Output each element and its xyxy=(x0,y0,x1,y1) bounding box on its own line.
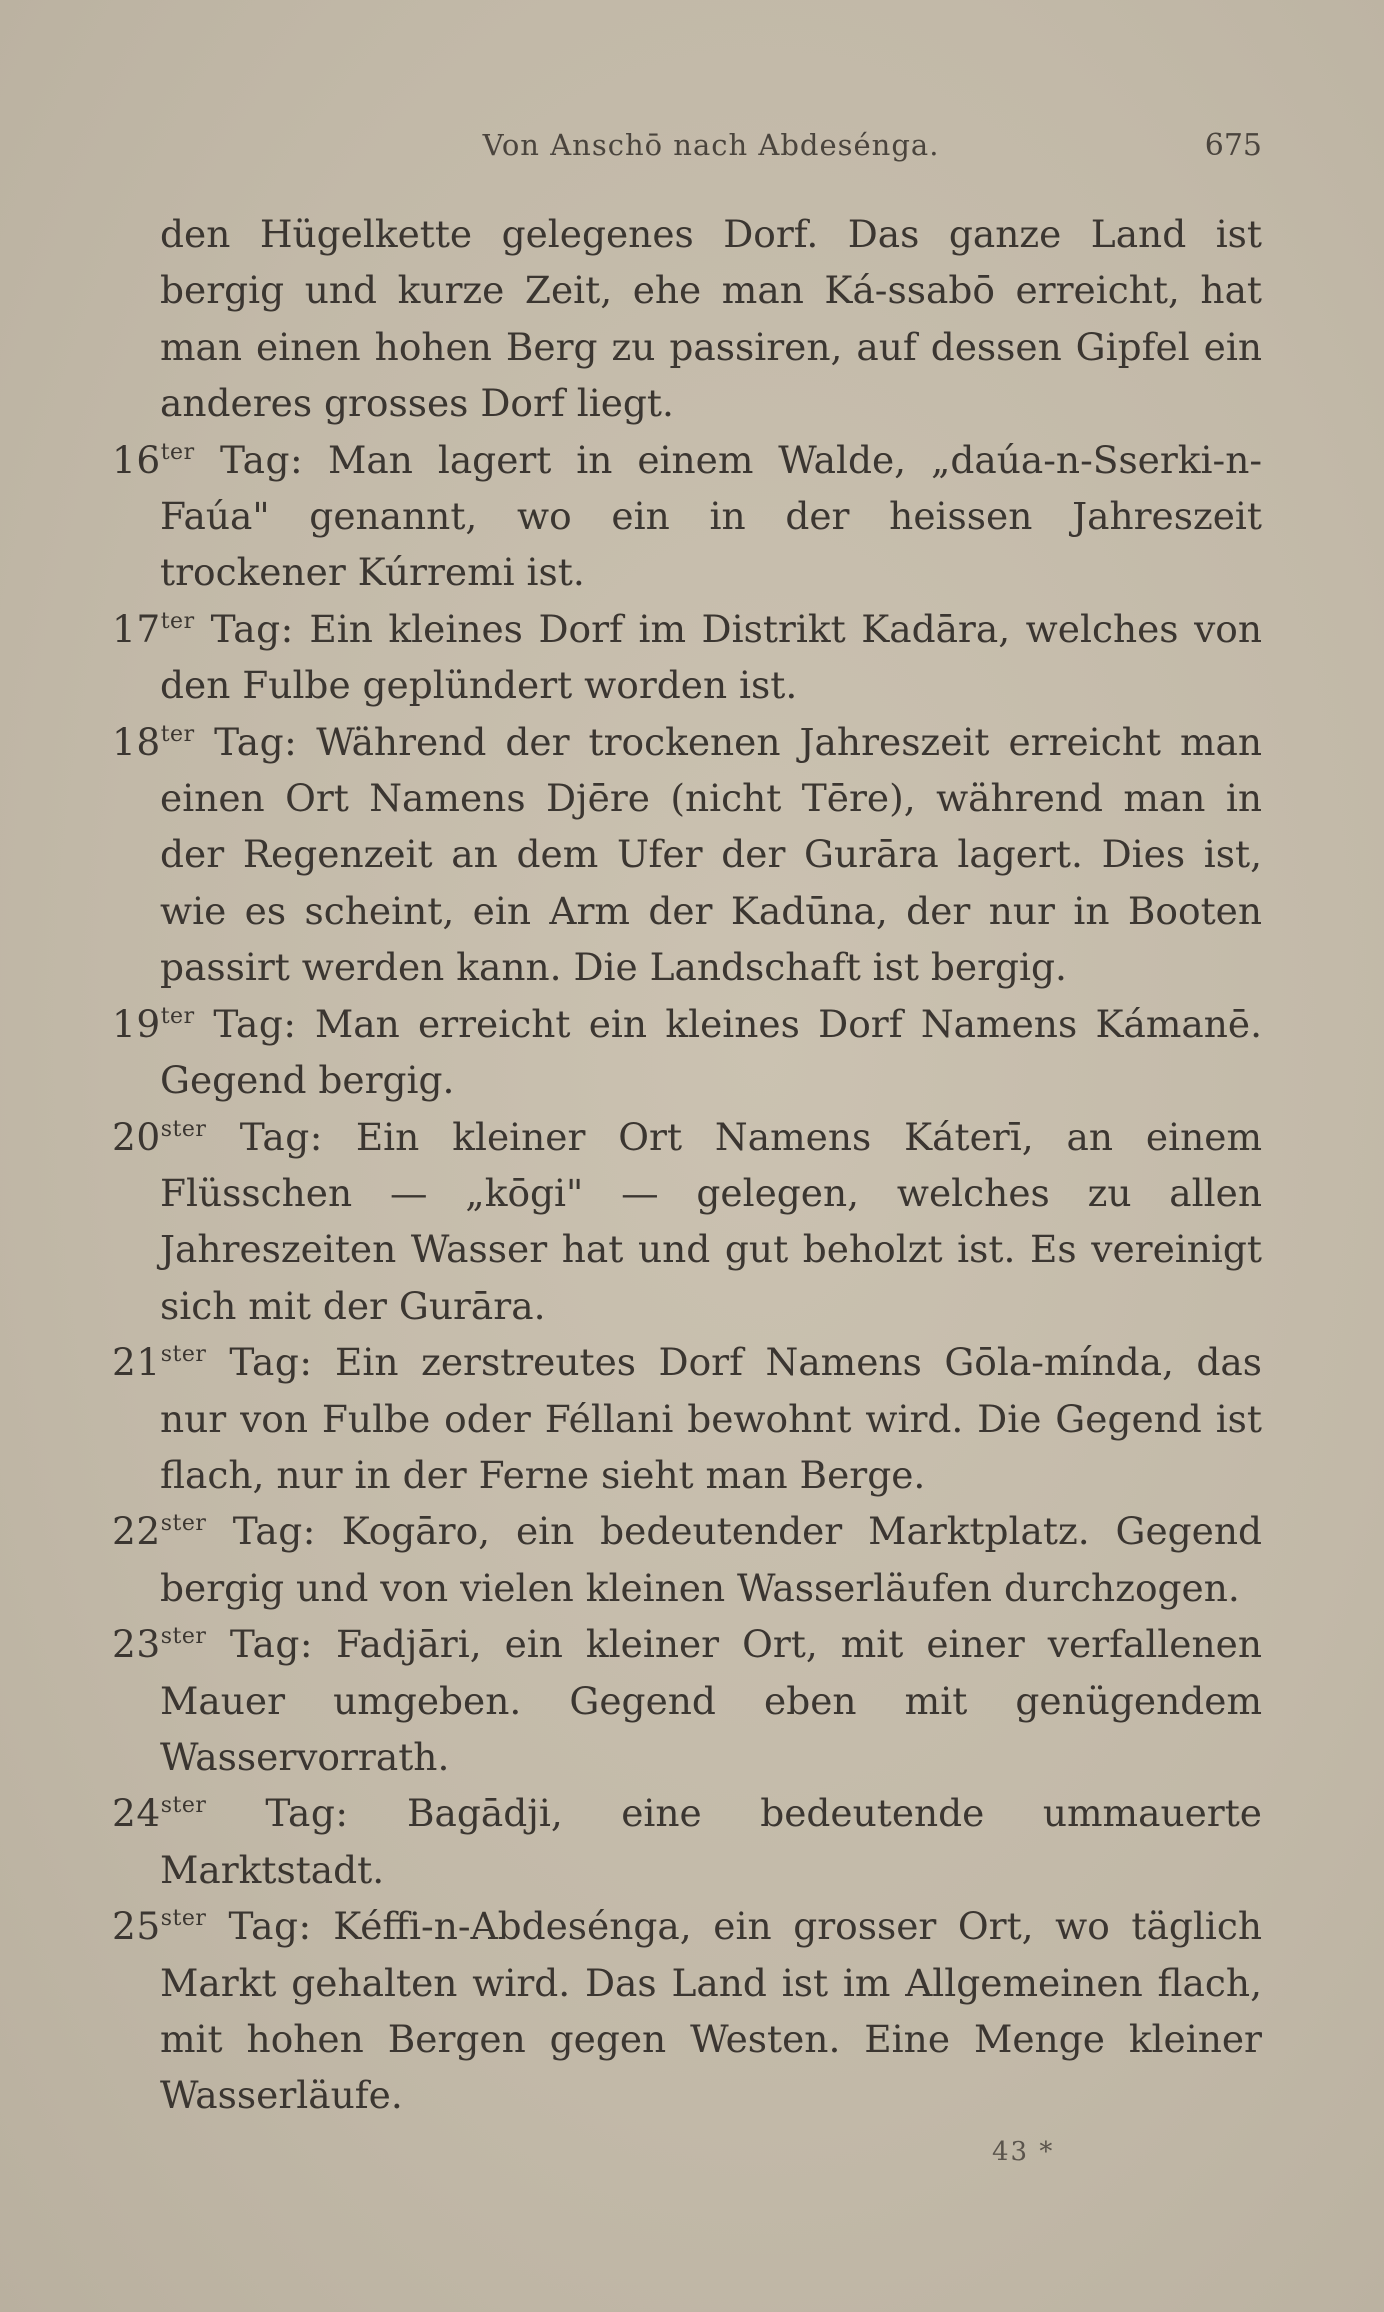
day-entry-17 xyxy=(112,601,1262,714)
day-label xyxy=(112,1509,316,1553)
day-entry-20 xyxy=(112,1109,1262,1335)
day-ordinal-suffix: ter xyxy=(160,721,195,747)
paragraph-text: den Hügelkette gelegenes Dorf. Das ganze Land ist bergig und kurze Zeit, ehe man Ká-ssabō erreicht, hat man einen hohen Berg zu passiren, auf dessen Gipfel ein anderes grosses Dorf liegt. xyxy=(160,212,1262,426)
day-tag: Tag: xyxy=(232,1509,316,1554)
day-tag: Tag: xyxy=(265,1791,349,1836)
day-text: Ein zerstreutes Dorf Namens Gōla-mínda, das nur von Fulbe oder Féllani bewohnt wird. Die Gegend ist flach, nur in der Ferne sieht man Berge. xyxy=(160,1340,1262,1497)
day-ordinal-suffix: ster xyxy=(160,1906,207,1932)
day-number: 16 xyxy=(112,437,161,482)
day-entry-19 xyxy=(112,996,1262,1109)
day-number: 21 xyxy=(112,1340,161,1385)
text-body xyxy=(112,206,1262,2124)
day-entry-25 xyxy=(112,1898,1262,2124)
day-text: Während der trockenen Jahreszeit erreicht man einen Ort Namens Djēre (nicht Tēre), während man in der Regenzeit an dem Ufer der Gurāra lagert. Dies ist, wie es scheint, ein Arm der Kadūna, der nur in Booten passirt werden kann. Die Landschaft ist bergig. xyxy=(160,719,1263,990)
printer-signature-mark: 43 * xyxy=(992,2137,1055,2167)
day-number: 24 xyxy=(112,1791,161,1836)
day-label xyxy=(112,1115,323,1159)
day-label xyxy=(112,1340,313,1384)
day-tag: Tag: xyxy=(229,1340,313,1385)
day-entry-22 xyxy=(112,1503,1262,1616)
day-entry-23 xyxy=(112,1616,1262,1785)
day-ordinal-suffix: ster xyxy=(160,1342,207,1368)
day-ordinal-suffix: ter xyxy=(160,608,195,634)
day-number: 20 xyxy=(112,1114,161,1159)
day-tag: Tag: xyxy=(210,606,294,651)
day-ordinal-suffix: ster xyxy=(160,1116,207,1142)
day-ordinal-suffix: ster xyxy=(160,1624,207,1650)
day-number: 23 xyxy=(112,1622,161,1667)
day-tag: Tag: xyxy=(213,1001,297,1046)
day-entry-21 xyxy=(112,1334,1262,1503)
day-ordinal-suffix: ter xyxy=(160,439,195,465)
day-tag: Tag: xyxy=(220,437,304,482)
day-tag: Tag: xyxy=(239,1114,323,1159)
day-entry-24 xyxy=(112,1785,1262,1898)
day-text: Kéffi-n-Abdesénga, ein grosser Ort, wo täglich Markt gehalten wird. Das Land ist im Allgemeinen flach, mit hohen Bergen gegen Westen. Eine Menge kleiner Wasserläufe. xyxy=(160,1904,1262,2118)
running-title: Von Anschō nach Abdesénga. xyxy=(482,128,940,162)
day-text: Ein kleiner Ort Namens Káterī, an einem Flüsschen — „kōgi" — gelegen, welches zu allen Jahreszeiten Wasser hat und gut beholzt ist. Es vereinigt sich mit der Gurāra. xyxy=(160,1114,1263,1328)
page-number: 675 xyxy=(1204,128,1262,163)
day-tag: Tag: xyxy=(214,719,298,764)
day-label xyxy=(112,1791,348,1835)
day-number: 19 xyxy=(112,1001,161,1046)
day-text: Man erreicht ein kleines Dorf Namens Kámanē. Gegend bergig. xyxy=(160,1001,1263,1103)
day-text: Ein kleines Dorf im Distrikt Kadāra, welches von den Fulbe geplündert worden ist. xyxy=(160,606,1263,708)
day-text: Fadjāri, ein kleiner Ort, mit einer verfallenen Mauer umgeben. Gegend eben mit genügendem Wasservorrath. xyxy=(160,1622,1262,1779)
day-number: 18 xyxy=(112,719,161,764)
day-label xyxy=(112,1904,312,1948)
day-label xyxy=(112,1002,297,1046)
day-entry-18 xyxy=(112,714,1262,996)
day-number: 17 xyxy=(112,606,161,651)
day-tag: Tag: xyxy=(228,1904,312,1949)
day-label xyxy=(112,720,297,764)
day-ordinal-suffix: ter xyxy=(160,1003,195,1029)
day-number: 22 xyxy=(112,1509,161,1554)
day-label xyxy=(112,1622,313,1666)
day-entry-16 xyxy=(112,432,1262,601)
day-ordinal-suffix: ster xyxy=(160,1511,207,1537)
day-label xyxy=(112,607,294,651)
page-header xyxy=(160,128,1262,168)
day-text: Bagādji, eine bedeutende ummauerte Marktstadt. xyxy=(160,1791,1262,1892)
day-text: Kogāro, ein bedeutender Marktplatz. Gegend bergig und von vielen kleinen Wasserläufen durchzogen. xyxy=(160,1509,1262,1610)
day-number: 25 xyxy=(112,1904,161,1949)
day-tag: Tag: xyxy=(229,1622,313,1667)
day-ordinal-suffix: ster xyxy=(160,1793,207,1819)
day-label xyxy=(112,438,303,482)
day-text: Man lagert in einem Walde, „daúa-n-Sserki-n-Faúa" genannt, wo ein in der heissen Jahreszeit trockener Kúrremi ist. xyxy=(160,437,1263,595)
paragraph-continuation xyxy=(112,206,1262,432)
